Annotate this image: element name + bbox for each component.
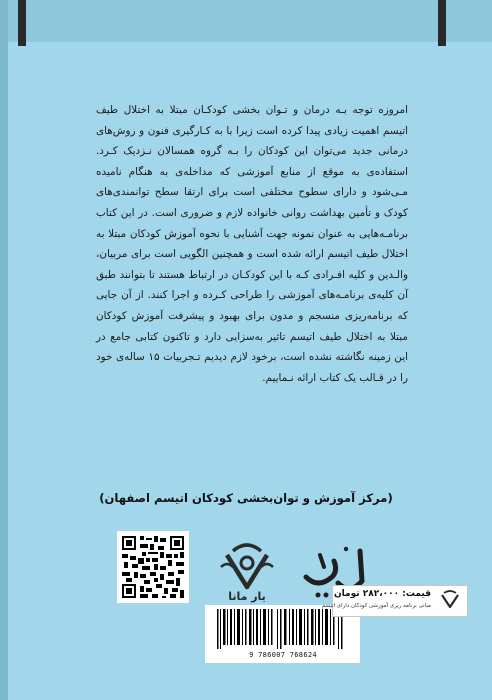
left-crop-mark — [18, 0, 26, 46]
price-book-title: مبانی برنامه ریزی آموزشی کودکان دارای اتیسم — [321, 603, 431, 609]
yarmana-publisher-name: یار مانا — [228, 590, 266, 603]
price-label: قیمت: ۲۸۲،۰۰۰ تومان — [333, 589, 431, 599]
qr-code-icon — [117, 531, 189, 603]
back-cover-blurb: امروزه توجه بـه درمان و تـوان بخشی کودکـان مبتلا به اختلال طیف اتیسم اهمیت زیادی پیدا کرده است زیرا با به کـارگیری فنون و روش‌های درمانی جدید می‌توان این کودکان را بـه گروه همسالان نـزدیک کـرد. استفاده‌ی به موقع از منابع آموزشی که مداخله‌ی به هنگام نامیده مـی‌شود و دارای سطوح مختلفی است برای ارتقا سطح توانمندی‌های کودک و تأمین بهداشت روانی خانواده لازم و ضروری است. در این کتاب برنامـه‌هایی به عنوان نمونه جهت آشنایی با نحوه آموزش کودکان مبتلا به اختلال طیف اتیسم ارائه شده است و همچنین الگویی است برای مربیان، والـدین و کلیه افـرادی کـه با این کودکـان در ارتباط هستند تا بتوانند طبق آن کلیه‌ی برنامـه‌های آموزشی را طراحی کـرده و اجرا کنند. از آن جایی که برنامه‌ریزی منسجم و مدون برای بهبود و پیشرفت آموزش کودکان مبتلا به اختلال طیف اتیسم تاثیر به‌سزایی دارد و تاکنون کتابی جامع در این زمینه نگاشته نشده است، برخود لازم دیدیم تـجربیات ۱۵ ساله‌ی خود را در قـالب یک کتاب ارائه نـماییم. — [96, 104, 408, 384]
cover-spine-edge — [0, 0, 8, 700]
isbn-digits: 9 786007 768624 — [249, 651, 317, 659]
price-sticker — [321, 585, 468, 617]
author-signature: (مرکز آموزش و توان‌بخشی کودکان اتیسم اصفهان) — [99, 491, 393, 505]
price-sticker-logo-icon — [437, 590, 463, 612]
cover-top-band — [0, 0, 492, 42]
right-crop-mark — [438, 0, 446, 46]
